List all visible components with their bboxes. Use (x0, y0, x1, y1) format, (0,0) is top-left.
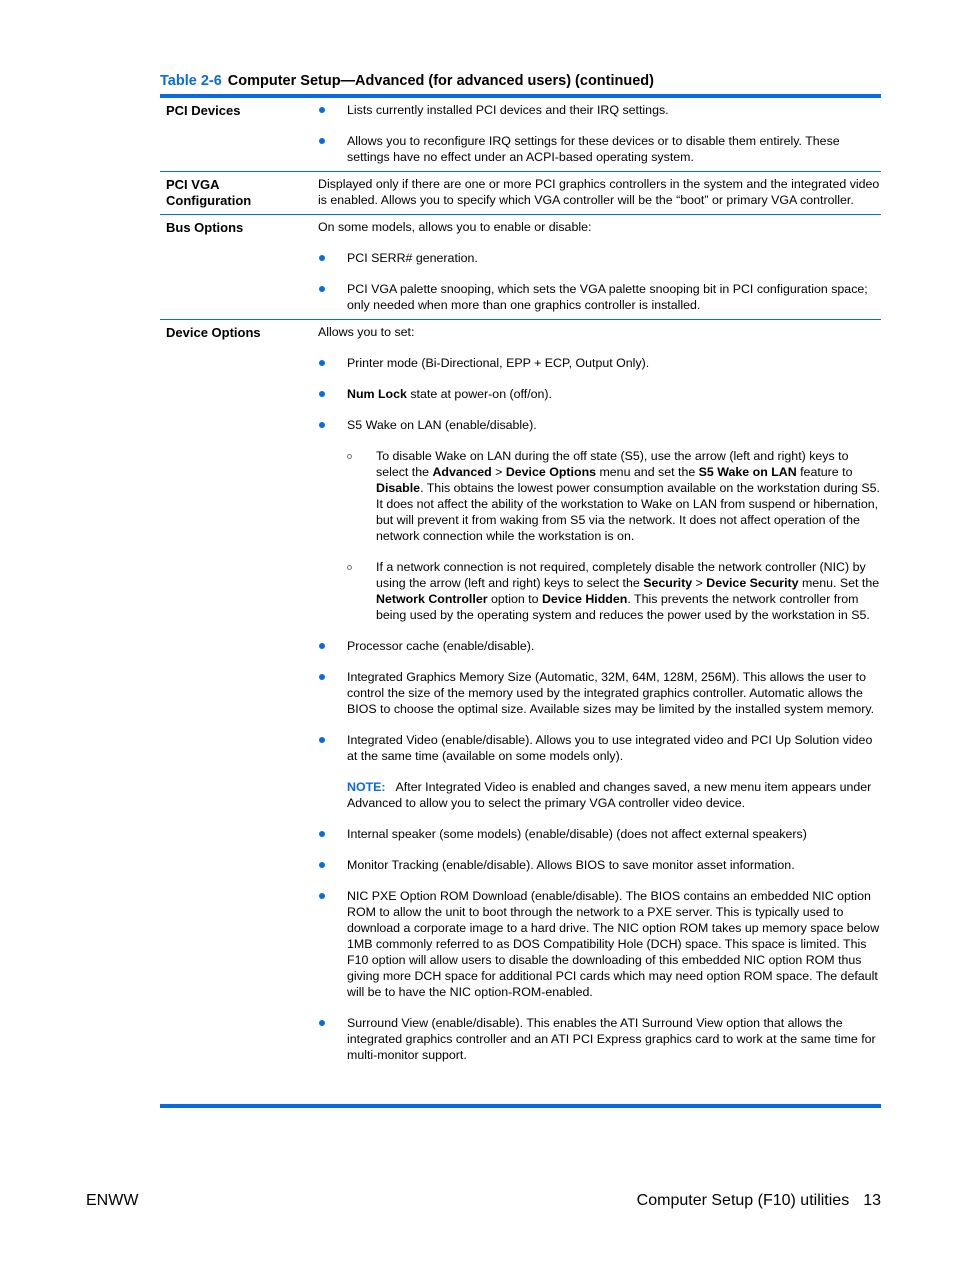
bullet-icon (319, 643, 325, 649)
bullet-icon (319, 893, 325, 899)
footer-right (637, 1192, 881, 1210)
bullet-text: PCI VGA palette snooping, which sets the VGA palette snooping bit in PCI configuration space; only needed when more than one graphics controller is installed. (347, 282, 868, 312)
note-text: After Integrated Video is enabled and changes saved, a new menu item appears under Advanced to allow you to select the primary VGA controller video device. (347, 780, 872, 810)
menu-name: Device Options (505, 465, 597, 479)
menu-name: Disable (376, 481, 421, 495)
bullet-text: S5 Wake on LAN (enable/disable). (347, 418, 537, 432)
text-run: To disable Wake on LAN during the off state (S5), use the arrow (left and right) keys to select the (376, 449, 849, 479)
sub-bullet-item (318, 448, 881, 544)
note-block (318, 779, 881, 811)
row-content (318, 172, 881, 214)
row-text: Displayed only if there are one or more PCI graphics controllers in the system and the integrated video is enabled. Allows you to specify which VGA controller will be the “boot” or primary VGA controller. (318, 177, 880, 207)
row-content (318, 215, 881, 319)
text-run: > (491, 465, 506, 479)
bullet-icon (319, 286, 325, 292)
text-run: feature to (796, 465, 853, 479)
settings-table (160, 98, 881, 1069)
row-label: PCI Devices (166, 103, 241, 118)
bullet-icon (319, 255, 325, 261)
note-label: NOTE: (347, 780, 386, 794)
bullet-item (318, 888, 881, 1000)
text-run: menu and set the (596, 465, 699, 479)
bullet-icon (319, 862, 325, 868)
bullet-icon (319, 107, 325, 113)
bullet-text: Integrated Video (enable/disable). Allows you to use integrated video and PCI Up Solution video at the same time (available on some models only). (347, 733, 873, 763)
row-label (166, 177, 306, 209)
bullet-icon (319, 831, 325, 837)
text-run: > (692, 576, 707, 590)
bullet-text: Lists currently installed PCI devices and their IRQ settings. (347, 103, 669, 117)
bullet-text: Surround View (enable/disable). This enables the ATI Surround View option that allows the integrated graphics controller and an ATI PCI Express graphics card to work at the same time for multi-monitor support. (347, 1016, 876, 1062)
menu-name: Network Controller (376, 592, 488, 606)
bullet-text: Integrated Graphics Memory Size (Automatic, 32M, 64M, 128M, 256M). This allows the user to control the size of the memory used by the integrated graphics controller. Automatic allows the BIOS to choose the optimal size. Available sizes may be limited by the installed system memory. (347, 670, 875, 716)
bullet-item (318, 250, 881, 266)
bullet-item (318, 732, 881, 764)
row-label-line: PCI VGA (166, 177, 220, 192)
table-row-pci-devices (160, 98, 881, 172)
row-intro: On some models, allows you to enable or disable: (318, 220, 592, 234)
bullet-icon (319, 1020, 325, 1026)
table-title: Computer Setup—Advanced (for advanced users) (continued) (227, 73, 654, 89)
bullet-bold: Num Lock (347, 387, 407, 401)
bullet-item (318, 669, 881, 717)
menu-name: Advanced (432, 465, 492, 479)
bullet-icon (319, 737, 325, 743)
table-row-pci-vga (160, 172, 881, 215)
text-run: . This obtains the lowest power consumption available on the workstation during S5. It does not affect the ability of the workstation to Wake on LAN from suspend or hibernation, but will prevent it from waking from S5 via the network. It does not affect operation of the network connection while the workstation is on. (376, 481, 880, 543)
bullet-icon (319, 360, 325, 366)
bullet-item (318, 1015, 881, 1063)
row-content (318, 320, 881, 1069)
row-content (318, 98, 881, 171)
table-caption (160, 73, 881, 89)
bullet-icon (319, 138, 325, 144)
bullet-text: PCI SERR# generation. (347, 251, 478, 265)
bullet-text: Processor cache (enable/disable). (347, 639, 535, 653)
bullet-icon (319, 391, 325, 397)
sub-bullet-icon (347, 454, 352, 459)
text-run: option to (487, 592, 542, 606)
bullet-item (318, 826, 881, 842)
row-intro: Allows you to set: (318, 325, 415, 339)
menu-name: Device Hidden (541, 592, 628, 606)
text-run: . This prevents the network controller from being used by the operating system and reduces the power used by the workstation in S5. (376, 592, 870, 622)
footer-section-title: Computer Setup (F10) utilities (636, 1192, 850, 1209)
bullet-item (318, 133, 881, 165)
bullet-item (318, 102, 881, 118)
page-number: 13 (863, 1192, 881, 1209)
bullet-text: Internal speaker (some models) (enable/disable) (does not affect external speakers) (347, 827, 807, 841)
menu-name: Security (643, 576, 693, 590)
bullet-item (318, 355, 881, 371)
bullet-icon (319, 674, 325, 680)
menu-name: Device Security (706, 576, 799, 590)
bullet-text: Allows you to reconfigure IRQ settings for these devices or to disable them entirely. These settings have no effect under an ACPI-based operating system. (347, 134, 840, 164)
table-row-bus-options (160, 215, 881, 320)
bullet-text: Monitor Tracking (enable/disable). Allows BIOS to save monitor asset information. (347, 858, 795, 872)
bullet-item (318, 638, 881, 654)
menu-name: S5 Wake on LAN (698, 465, 797, 479)
bullet-item (318, 386, 881, 402)
text-run: If a network connection is not required, completely disable the network controller (NIC) by using the arrow (left and right) keys to select the (376, 560, 866, 590)
bullet-icon (319, 422, 325, 428)
footer-left-text: ENWW (86, 1192, 139, 1209)
sub-bullet-item (318, 559, 881, 623)
bullet-item (318, 417, 881, 433)
sub-bullet-icon (347, 565, 352, 570)
bullet-text: NIC PXE Option ROM Download (enable/disable). The BIOS contains an embedded NIC option ROM to allow the unit to boot through the network to a PXE server. This is typically used to download a corporate image to a hard drive. The NIC option ROM takes up memory space below 1MB commonly referred to as DOS Compatibility Hole (DCH) space. This space is limited. This F10 option will allow users to disable the downloading of this embedded NIC option ROM thus giving more DCH space for additional PCI cards which may need option ROM space. The default will be to have the NIC option-ROM-enabled. (347, 889, 880, 999)
bullet-text: state at power-on (off/on). (406, 387, 552, 401)
bullet-item (318, 281, 881, 313)
row-label: Bus Options (166, 220, 244, 235)
bullet-item (318, 857, 881, 873)
table-row-device-options (160, 320, 881, 1069)
row-label: Device Options (166, 325, 261, 340)
row-label-line: Configuration (166, 193, 252, 208)
bullet-text: Printer mode (Bi-Directional, EPP + ECP, Output Only). (347, 356, 650, 370)
table-number: Table 2-6 (160, 73, 222, 89)
table-bottom-rule (160, 1104, 881, 1108)
text-run: menu. Set the (798, 576, 880, 590)
